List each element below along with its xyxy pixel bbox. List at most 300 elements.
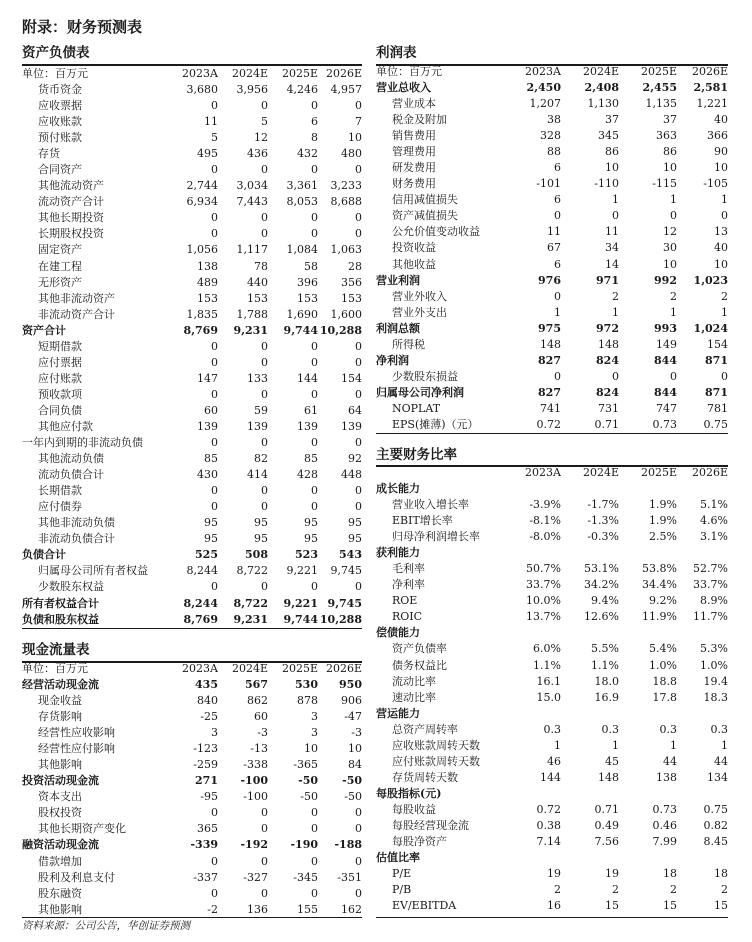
balance-sheet-row — [22, 419, 362, 435]
cell-value: 2,408 — [584, 81, 619, 94]
cell-value: 824 — [596, 353, 619, 367]
cell-value: 0 — [311, 854, 318, 868]
income-statement-row — [376, 321, 728, 337]
cell-value: 92 — [348, 452, 362, 466]
cell-value: 11 — [204, 115, 218, 129]
cell-value: 0 — [355, 387, 362, 401]
cell-value: 153 — [197, 291, 218, 305]
cell-value: 8,769 — [183, 612, 218, 626]
ratios-header-row — [376, 465, 728, 481]
cell-value: 0 — [211, 886, 218, 900]
cell-value: 11 — [605, 225, 619, 239]
cell-value: 59 — [254, 403, 268, 417]
cell-value: 8.45 — [703, 835, 728, 849]
cell-value: 133 — [247, 371, 268, 385]
cell-value: 435 — [195, 678, 218, 691]
column-header: 2025E — [640, 65, 677, 78]
cash-flow-row — [22, 725, 362, 741]
cell-value: 61 — [304, 403, 318, 417]
cell-value: 4,957 — [330, 83, 362, 96]
row-label: 总资产周转率 — [392, 722, 458, 736]
cell-value: 0 — [612, 369, 619, 383]
row-label: 固定资产 — [38, 243, 82, 257]
cell-value: 9,745 — [330, 564, 362, 578]
cell-value — [677, 786, 728, 802]
cell-value: 15 — [663, 899, 677, 913]
cell-value: 0 — [311, 339, 318, 353]
cash-flow-row — [22, 757, 362, 773]
unit-label: 单位：百万元 — [376, 65, 442, 78]
cell-value: 10 — [714, 161, 728, 175]
row-label: 每股指标(元) — [376, 786, 442, 800]
cell-value: -190 — [290, 838, 318, 852]
column-header: 2024E — [231, 662, 268, 675]
ratios-row — [376, 513, 728, 529]
row-label: 资本支出 — [38, 790, 82, 804]
column-header: 2024E — [582, 65, 619, 78]
cell-value: 0 — [670, 209, 677, 223]
cell-value: 148 — [540, 337, 561, 351]
column-header: 2025E — [281, 662, 318, 675]
balance-sheet-row — [22, 323, 362, 339]
cell-value: 975 — [538, 321, 561, 335]
cell-value: 345 — [598, 129, 619, 143]
ratios-row — [376, 754, 728, 770]
row-label: 无形资产 — [38, 275, 82, 289]
cell-value: 0 — [211, 163, 218, 177]
cell-value: 52.7% — [693, 562, 728, 576]
cell-value: 1.1% — [591, 658, 619, 672]
cell-value: 824 — [596, 385, 619, 399]
balance-sheet-row — [22, 178, 362, 194]
cell-value: 0 — [211, 227, 218, 241]
row-label: 毛利率 — [392, 562, 425, 576]
cell-value: 18 — [663, 867, 677, 881]
balance-sheet-row — [22, 612, 362, 628]
cell-value: 0 — [311, 436, 318, 450]
cell-value: 862 — [247, 694, 268, 708]
balance-sheet-row — [22, 387, 362, 403]
cell-value: 0.75 — [703, 802, 728, 816]
cell-value: 0 — [355, 436, 362, 450]
cell-value: 10,288 — [319, 323, 362, 337]
cell-value: 567 — [245, 678, 268, 691]
income-statement-row — [376, 385, 728, 401]
row-label: ROE — [392, 594, 418, 608]
income-statement-row — [376, 96, 728, 112]
cell-value: 12.6% — [584, 610, 619, 624]
cell-value: 0 — [261, 355, 268, 369]
cell-value — [561, 625, 619, 641]
cell-value: 8,053 — [286, 195, 318, 209]
cell-value: 4,246 — [286, 83, 318, 96]
cell-value: 840 — [197, 694, 218, 708]
cell-value: 3,956 — [236, 83, 268, 96]
cell-value: 10,288 — [319, 612, 362, 626]
row-label: 流动负债合计 — [38, 468, 104, 482]
column-header: 2026E — [691, 466, 728, 479]
cell-value — [677, 850, 728, 866]
ratios-row — [376, 898, 728, 914]
cell-value — [619, 850, 677, 866]
row-label: 归母净利润增长率 — [392, 530, 480, 544]
cell-value: 1 — [670, 738, 677, 752]
row-label: 所有者权益合计 — [22, 596, 99, 610]
cash-flow-row — [22, 886, 362, 902]
column-header: 2025E — [281, 67, 318, 80]
income-statement-row — [376, 289, 728, 305]
ratios-row — [376, 786, 728, 802]
cell-value: 844 — [654, 385, 677, 399]
cell-value: 2 — [670, 289, 677, 303]
ratios-row — [376, 882, 728, 898]
cell-value: 2 — [670, 883, 677, 897]
row-label: 借款增加 — [38, 854, 82, 868]
cell-value: 138 — [656, 770, 677, 784]
cell-value: 0 — [261, 99, 268, 113]
balance-sheet-row — [22, 291, 362, 307]
ratios-row — [376, 609, 728, 625]
cell-value: -47 — [344, 710, 362, 724]
cell-value — [619, 786, 677, 802]
cell-value: 1.1% — [533, 658, 561, 672]
cell-value: 3.1% — [700, 530, 728, 544]
balance-sheet-row — [22, 146, 362, 162]
income-statement-row — [376, 273, 728, 289]
cell-value: 17.8 — [652, 690, 677, 704]
cell-value: 0 — [261, 580, 268, 594]
cell-value: 1,788 — [236, 307, 268, 321]
row-label: 存货 — [38, 147, 60, 161]
cell-value — [619, 625, 677, 641]
cell-value — [500, 481, 561, 497]
row-label: 净利润 — [376, 353, 409, 367]
ratios-row — [376, 818, 728, 834]
row-label: 投资活动现金流 — [22, 774, 99, 788]
row-label: 应收票据 — [38, 99, 82, 113]
cell-value: 0.71 — [594, 417, 619, 431]
cell-value: 1,084 — [286, 243, 318, 257]
cell-value: 2 — [721, 289, 728, 303]
row-label: EBIT增长率 — [392, 514, 453, 528]
cell-value: 44 — [663, 754, 677, 768]
cell-value: 58 — [304, 259, 318, 273]
cell-value: 67 — [547, 241, 561, 255]
cell-value: 781 — [707, 401, 728, 415]
cell-value: 4.6% — [700, 514, 728, 528]
row-label: 营业外支出 — [392, 305, 447, 319]
row-label: 股东融资 — [38, 886, 82, 900]
row-label: 长期股权投资 — [38, 227, 104, 241]
row-label: NOPLAT — [392, 401, 441, 415]
cell-value: 16.9 — [594, 690, 619, 704]
ratios-row — [376, 625, 728, 641]
ratios-row — [376, 529, 728, 545]
cell-value: 747 — [656, 401, 677, 415]
column-header: 2024E — [582, 466, 619, 479]
cell-value: 9,231 — [233, 612, 268, 626]
cell-value: -327 — [243, 870, 268, 884]
cell-value: 440 — [247, 275, 268, 289]
cell-value: 2 — [554, 883, 561, 897]
cell-value: -345 — [293, 870, 318, 884]
cell-value: 16.1 — [536, 674, 561, 688]
cell-value: 2,455 — [642, 81, 677, 94]
balance-sheet-row — [22, 579, 362, 595]
cell-value: 0 — [261, 211, 268, 225]
cell-value: 0 — [721, 209, 728, 223]
cell-value: 0 — [311, 355, 318, 369]
balance-sheet-row — [22, 483, 362, 499]
cell-value: 731 — [598, 401, 619, 415]
cell-value: 3 — [211, 726, 218, 740]
ratios-row — [376, 690, 728, 706]
cell-value: 19 — [547, 867, 561, 881]
cell-value: 40 — [714, 113, 728, 127]
income-statement-bottom-rule — [376, 433, 728, 434]
cell-value: 28 — [348, 259, 362, 273]
cell-value: 0 — [355, 580, 362, 594]
cell-value: 154 — [707, 337, 728, 351]
row-label: 资产减值损失 — [392, 209, 458, 223]
income-statement-row — [376, 417, 728, 433]
cell-value: 37 — [605, 113, 619, 127]
balance-sheet-row — [22, 451, 362, 467]
cell-value: 46 — [547, 754, 561, 768]
balance-sheet-row — [22, 515, 362, 531]
cell-value: 18.3 — [703, 690, 728, 704]
cell-value: 10 — [348, 131, 362, 145]
balance-sheet-row — [22, 531, 362, 547]
cash-flow-row — [22, 677, 362, 693]
cash-flow-row — [22, 902, 362, 918]
cell-value — [619, 545, 677, 561]
income-statement-row — [376, 160, 728, 176]
cash-flow-row — [22, 709, 362, 725]
cell-value: 0 — [211, 500, 218, 514]
cell-value: 1 — [721, 193, 728, 207]
cell-value: 0 — [261, 436, 268, 450]
balance-sheet-row — [22, 403, 362, 419]
cell-value: 3 — [311, 726, 318, 740]
cell-value: 64 — [348, 403, 362, 417]
row-label: 应收账款周转天数 — [392, 738, 480, 752]
cell-value: 6 — [554, 193, 561, 207]
row-label: 净利率 — [392, 578, 425, 592]
cell-value: 1.0% — [649, 658, 677, 672]
row-label: 应付账款 — [38, 371, 82, 385]
cell-value: 0 — [311, 99, 318, 113]
cell-value: 0.72 — [536, 802, 561, 816]
cash-flow-row — [22, 741, 362, 757]
cell-value: 0.73 — [652, 802, 677, 816]
cell-value: 37 — [663, 113, 677, 127]
cell-value: 0 — [355, 211, 362, 225]
cell-value: -337 — [193, 870, 218, 884]
balance-sheet-bottom-rule — [22, 628, 362, 629]
cell-value: 30 — [663, 241, 677, 255]
cell-value: 10.0% — [526, 594, 561, 608]
cell-value: 9,744 — [283, 612, 318, 626]
cell-value: 19 — [605, 867, 619, 881]
cell-value: 1,221 — [696, 97, 728, 111]
row-label: 短期借款 — [38, 339, 82, 353]
cell-value: 53.1% — [584, 562, 619, 576]
ratios-row — [376, 866, 728, 882]
row-label: 每股经营现金流 — [392, 818, 469, 832]
cell-value: 0 — [355, 886, 362, 900]
balance-sheet-row — [22, 339, 362, 355]
source-footnote: 资料来源：公司公告，华创证券预测 — [22, 920, 190, 932]
cell-value: 2.5% — [649, 530, 677, 544]
cell-value: 44 — [714, 754, 728, 768]
cell-value: 0 — [211, 211, 218, 225]
cell-value: 15.0 — [536, 690, 561, 704]
cell-value: 1,690 — [286, 307, 318, 321]
cell-value: 12 — [663, 225, 677, 239]
cell-value: 153 — [297, 291, 318, 305]
column-header: 2025E — [640, 466, 677, 479]
income-statement-row — [376, 224, 728, 240]
cell-value: 5.5% — [591, 642, 619, 656]
cell-value: 827 — [538, 353, 561, 367]
income-statement-row — [376, 257, 728, 273]
row-label: 现金收益 — [38, 694, 82, 708]
row-label: 应收账款 — [38, 115, 82, 129]
cell-value: -100 — [243, 790, 268, 804]
cell-value: -2 — [207, 902, 218, 916]
cell-value: 3,361 — [286, 179, 318, 193]
cell-value: 0 — [261, 854, 268, 868]
row-label: 存货周转天数 — [392, 770, 458, 784]
ratios-row — [376, 850, 728, 866]
balance-sheet-row — [22, 547, 362, 563]
cell-value: 356 — [341, 275, 362, 289]
cell-value: 60 — [254, 710, 268, 724]
ratios-title: 主要财务比率 — [376, 447, 457, 463]
cell-value: 9,744 — [283, 323, 318, 337]
cell-value: 90 — [714, 145, 728, 159]
cell-value: 11.7% — [693, 610, 728, 624]
row-label: 少数股东权益 — [38, 580, 104, 594]
row-label: 其他收益 — [392, 257, 436, 271]
cell-value: 0 — [355, 500, 362, 514]
cell-value: 0.3 — [710, 722, 728, 736]
cell-value: 1.9% — [649, 514, 677, 528]
row-label: 营业总收入 — [376, 81, 431, 94]
cash-flow-row — [22, 805, 362, 821]
cell-value: 10 — [663, 257, 677, 271]
cell-value: 3 — [311, 710, 318, 724]
cell-value: 6 — [554, 161, 561, 175]
cell-value: 138 — [197, 259, 218, 273]
row-label: 债务权益比 — [392, 658, 447, 672]
cell-value: 0 — [311, 227, 318, 241]
cell-value: 0.46 — [652, 818, 677, 832]
cell-value — [500, 625, 561, 641]
cell-value: 9.2% — [649, 594, 677, 608]
balance-sheet-header-row — [22, 66, 362, 82]
row-label: 货币资金 — [38, 83, 82, 96]
cell-value: 34 — [605, 241, 619, 255]
cell-value: 432 — [297, 147, 318, 161]
cell-value: 8,688 — [330, 195, 362, 209]
cell-value: 1,207 — [529, 97, 561, 111]
cell-value: 523 — [295, 548, 318, 562]
row-label: 经营性应付影响 — [38, 742, 115, 756]
cell-value: 53.8% — [642, 562, 677, 576]
cell-value: 34.2% — [584, 578, 619, 592]
cell-value: 1,056 — [186, 243, 218, 257]
cell-value: 366 — [707, 129, 728, 143]
row-label: 每股收益 — [392, 802, 436, 816]
cell-value: 0 — [355, 339, 362, 353]
cell-value: 5 — [211, 131, 218, 145]
ratios-bottom-rule — [376, 917, 728, 918]
cell-value: 0 — [311, 484, 318, 498]
row-label: 融资活动现金流 — [22, 838, 99, 852]
cell-value: 0 — [211, 806, 218, 820]
cell-value: 10 — [605, 161, 619, 175]
cell-value: 0 — [355, 227, 362, 241]
cell-value: 7.14 — [536, 835, 561, 849]
cell-value: 139 — [297, 419, 318, 433]
cell-value: 9,221 — [283, 596, 318, 610]
row-label: 在建工程 — [38, 259, 82, 273]
cell-value: 436 — [247, 147, 268, 161]
cell-value: 9,231 — [233, 323, 268, 337]
income-statement-row — [376, 305, 728, 321]
ratios-row — [376, 545, 728, 561]
cell-value: 0 — [211, 339, 218, 353]
balance-sheet-row — [22, 596, 362, 612]
cell-value: 153 — [341, 291, 362, 305]
income-statement-row — [376, 337, 728, 353]
cell-value: 88 — [547, 145, 561, 159]
cash-flow-title: 现金流量表 — [22, 642, 90, 658]
row-label: 其他非流动负债 — [38, 516, 115, 530]
cell-value: 6.0% — [533, 642, 561, 656]
cell-value: 0 — [355, 355, 362, 369]
column-header: 2023A — [182, 67, 218, 80]
balance-sheet-row — [22, 563, 362, 579]
cell-value: 38 — [547, 113, 561, 127]
row-label: 资产负债率 — [392, 642, 447, 656]
cell-value: 1,600 — [330, 307, 362, 321]
row-label: 估值比率 — [376, 851, 420, 865]
income-statement-row — [376, 401, 728, 417]
cell-value: 0 — [311, 211, 318, 225]
cell-value: 16 — [547, 899, 561, 913]
cell-value: 40 — [714, 241, 728, 255]
balance-sheet-table — [22, 66, 362, 628]
ratios-row — [376, 658, 728, 674]
income-statement-row — [376, 128, 728, 144]
cell-value: 2,581 — [693, 81, 728, 94]
cash-flow-row — [22, 773, 362, 789]
row-label: 经营活动现金流 — [22, 678, 99, 691]
cell-value: 1.9% — [649, 498, 677, 512]
cell-value: 0 — [261, 806, 268, 820]
cell-value — [677, 706, 728, 722]
cash-flow-table — [22, 661, 362, 918]
cell-value: 8 — [311, 131, 318, 145]
income-statement-row — [376, 369, 728, 385]
row-label: 预收款项 — [38, 387, 82, 401]
cell-value: 871 — [705, 353, 728, 367]
cell-value: 33.7% — [693, 578, 728, 592]
income-statement-row — [376, 176, 728, 192]
